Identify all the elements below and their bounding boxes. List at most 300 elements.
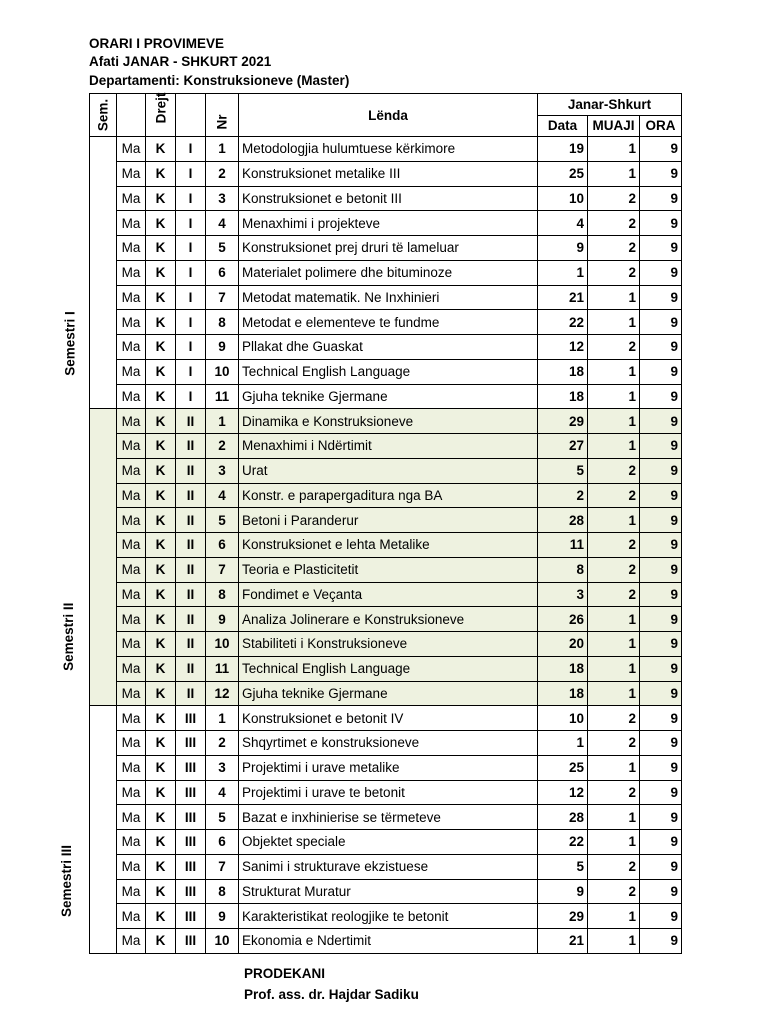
exam-month: 2 <box>588 211 640 236</box>
semester-code: III <box>176 755 206 780</box>
course-name: Konstruksionet e betonit IV <box>239 706 538 731</box>
program-code: Ma <box>117 236 146 261</box>
semester-code: I <box>176 359 206 384</box>
exam-day: 3 <box>538 582 588 607</box>
document-title: ORARI I PROVIMEVE <box>89 36 225 51</box>
header-sem: Sem. <box>90 94 117 137</box>
exam-hour: 9 <box>640 434 682 459</box>
program-code: Ma <box>117 830 146 855</box>
table-row <box>90 359 682 384</box>
exam-hour: 9 <box>640 533 682 558</box>
course-number: 9 <box>206 607 239 632</box>
header-blank <box>117 94 146 137</box>
program-code: Ma <box>117 409 146 434</box>
course-number: 1 <box>206 137 239 162</box>
header-ora: ORA <box>640 115 682 137</box>
exam-hour: 9 <box>640 582 682 607</box>
exam-hour: 9 <box>640 632 682 657</box>
course-number: 3 <box>206 458 239 483</box>
program-code: Ma <box>117 260 146 285</box>
semester-code: III <box>176 706 206 731</box>
table-row <box>90 335 682 360</box>
exam-month: 2 <box>588 260 640 285</box>
program-code: Ma <box>117 458 146 483</box>
semester-code: I <box>176 236 206 261</box>
table-row <box>90 137 682 162</box>
course-name: Gjuha teknike Gjermane <box>239 384 538 409</box>
exam-hour: 9 <box>640 211 682 236</box>
exam-month: 2 <box>588 236 640 261</box>
department-code: K <box>146 508 176 533</box>
table-row <box>90 607 682 632</box>
exam-month: 2 <box>588 780 640 805</box>
exam-day: 19 <box>538 137 588 162</box>
exam-month: 1 <box>588 384 640 409</box>
department-code: K <box>146 607 176 632</box>
course-name: Sanimi i strukturave ekzistuese <box>239 854 538 879</box>
course-name: Dinamika e Konstruksioneve <box>239 409 538 434</box>
course-number: 4 <box>206 780 239 805</box>
course-name: Karakteristikat reologjike te betonit <box>239 904 538 929</box>
semester-code: I <box>176 384 206 409</box>
table-row <box>90 508 682 533</box>
semester-code: II <box>176 409 206 434</box>
semester-code: I <box>176 285 206 310</box>
exam-hour: 9 <box>640 409 682 434</box>
exam-hour: 9 <box>640 830 682 855</box>
exam-month: 1 <box>588 409 640 434</box>
course-number: 10 <box>206 632 239 657</box>
exam-day: 25 <box>538 755 588 780</box>
exam-month: 2 <box>588 458 640 483</box>
program-code: Ma <box>117 805 146 830</box>
exam-day: 18 <box>538 384 588 409</box>
course-number: 5 <box>206 508 239 533</box>
exam-hour: 9 <box>640 805 682 830</box>
table-row <box>90 706 682 731</box>
semester-code: I <box>176 335 206 360</box>
program-code: Ma <box>117 434 146 459</box>
table-row <box>90 458 682 483</box>
course-number: 11 <box>206 384 239 409</box>
semester-code: III <box>176 854 206 879</box>
header-drejt: Drejt <box>146 94 176 137</box>
program-code: Ma <box>117 359 146 384</box>
department-code: K <box>146 904 176 929</box>
exam-hour: 9 <box>640 706 682 731</box>
department-code: K <box>146 236 176 261</box>
semester-code: I <box>176 260 206 285</box>
program-code: Ma <box>117 929 146 954</box>
course-name: Bazat e inxhinierise se tërmeteve <box>239 805 538 830</box>
exam-day: 18 <box>538 359 588 384</box>
exam-month: 2 <box>588 731 640 756</box>
exam-month: 1 <box>588 285 640 310</box>
table-row <box>90 310 682 335</box>
exam-hour: 9 <box>640 137 682 162</box>
exam-hour: 9 <box>640 285 682 310</box>
exam-day: 28 <box>538 805 588 830</box>
course-name: Gjuha teknike Gjermane <box>239 681 538 706</box>
exam-day: 4 <box>538 211 588 236</box>
table-row <box>90 211 682 236</box>
signatory-role: PRODEKANI <box>244 966 326 981</box>
exam-hour: 9 <box>640 755 682 780</box>
course-number: 7 <box>206 854 239 879</box>
course-number: 6 <box>206 260 239 285</box>
course-name: Strukturat Muratur <box>239 879 538 904</box>
course-name: Fondimet e Veçanta <box>239 582 538 607</box>
exam-hour: 9 <box>640 557 682 582</box>
exam-day: 22 <box>538 310 588 335</box>
department-code: K <box>146 731 176 756</box>
course-name: Projektimi i urave metalike <box>239 755 538 780</box>
department-code: K <box>146 929 176 954</box>
exam-month: 2 <box>588 533 640 558</box>
header-muaji: MUAJI <box>588 115 640 137</box>
semester-label: Semestri II <box>60 602 76 672</box>
department-code: K <box>146 780 176 805</box>
course-number: 2 <box>206 731 239 756</box>
exam-month: 2 <box>588 186 640 211</box>
department-code: K <box>146 533 176 558</box>
semester-label-cell <box>62 137 117 409</box>
exam-hour: 9 <box>640 236 682 261</box>
course-number: 5 <box>206 236 239 261</box>
course-name: Projektimi i urave te betonit <box>239 780 538 805</box>
header-janar-shkurt: Janar-Shkurt <box>538 94 682 116</box>
table-row <box>90 236 682 261</box>
course-number: 7 <box>206 285 239 310</box>
course-number: 12 <box>206 681 239 706</box>
semester-code: I <box>176 137 206 162</box>
exam-day: 10 <box>538 706 588 731</box>
course-number: 1 <box>206 706 239 731</box>
course-number: 9 <box>206 335 239 360</box>
exam-day: 18 <box>538 656 588 681</box>
exam-month: 1 <box>588 161 640 186</box>
table-row <box>90 260 682 285</box>
program-code: Ma <box>117 310 146 335</box>
exam-hour: 9 <box>640 780 682 805</box>
table-row <box>90 533 682 558</box>
table-row <box>90 830 682 855</box>
exam-month: 1 <box>588 359 640 384</box>
exam-day: 18 <box>538 681 588 706</box>
exam-day: 1 <box>538 731 588 756</box>
program-code: Ma <box>117 854 146 879</box>
course-name: Materialet polimere dhe bituminoze <box>239 260 538 285</box>
course-name: Objektet speciale <box>239 830 538 855</box>
table-row <box>90 656 682 681</box>
semester-label-cell <box>58 706 117 954</box>
course-name: Shqyrtimet e konstruksioneve <box>239 731 538 756</box>
department-code: K <box>146 681 176 706</box>
department-code: K <box>146 879 176 904</box>
exam-day: 21 <box>538 285 588 310</box>
exam-hour: 9 <box>640 384 682 409</box>
program-code: Ma <box>117 780 146 805</box>
semester-code: III <box>176 805 206 830</box>
exam-month: 1 <box>588 681 640 706</box>
exam-month: 1 <box>588 805 640 830</box>
semester-code: III <box>176 879 206 904</box>
exam-month: 1 <box>588 929 640 954</box>
department-code: K <box>146 384 176 409</box>
table-row <box>90 483 682 508</box>
program-code: Ma <box>117 211 146 236</box>
course-name: Konstr. e parapergaditura nga BA <box>239 483 538 508</box>
semester-label: Semestri I <box>62 311 78 376</box>
table-row <box>90 632 682 657</box>
department-code: K <box>146 483 176 508</box>
semester-label-cell <box>60 409 117 706</box>
program-code: Ma <box>117 186 146 211</box>
course-name: Betoni i Paranderur <box>239 508 538 533</box>
course-number: 3 <box>206 186 239 211</box>
department-code: K <box>146 260 176 285</box>
exam-day: 5 <box>538 458 588 483</box>
exam-day: 25 <box>538 161 588 186</box>
course-number: 2 <box>206 434 239 459</box>
course-number: 8 <box>206 879 239 904</box>
exam-hour: 9 <box>640 879 682 904</box>
department-code: K <box>146 335 176 360</box>
semester-code: II <box>176 458 206 483</box>
header-nr: Nr <box>206 94 239 137</box>
table-row <box>90 557 682 582</box>
program-code: Ma <box>117 632 146 657</box>
semester-code: II <box>176 582 206 607</box>
course-number: 3 <box>206 755 239 780</box>
exam-hour: 9 <box>640 335 682 360</box>
course-name: Metodat e elementeve te fundme <box>239 310 538 335</box>
program-code: Ma <box>117 706 146 731</box>
program-code: Ma <box>117 904 146 929</box>
exam-day: 9 <box>538 236 588 261</box>
table-row <box>90 161 682 186</box>
semester-code: II <box>176 681 206 706</box>
semester-code: III <box>176 830 206 855</box>
semester-code: II <box>176 533 206 558</box>
exam-hour: 9 <box>640 458 682 483</box>
exam-hour: 9 <box>640 260 682 285</box>
program-code: Ma <box>117 557 146 582</box>
table-row <box>90 780 682 805</box>
course-name: Technical English Language <box>239 656 538 681</box>
program-code: Ma <box>117 161 146 186</box>
program-code: Ma <box>117 533 146 558</box>
department-code: K <box>146 854 176 879</box>
exam-day: 12 <box>538 780 588 805</box>
exam-month: 1 <box>588 607 640 632</box>
exam-day: 27 <box>538 434 588 459</box>
exam-month: 2 <box>588 854 640 879</box>
department-code: K <box>146 137 176 162</box>
course-name: Technical English Language <box>239 359 538 384</box>
header-lenda: Lënda <box>239 94 538 137</box>
exam-hour: 9 <box>640 904 682 929</box>
course-name: Pllakat dhe Guaskat <box>239 335 538 360</box>
department-code: K <box>146 285 176 310</box>
exam-month: 2 <box>588 582 640 607</box>
department-code: K <box>146 211 176 236</box>
course-name: Stabiliteti i Konstruksioneve <box>239 632 538 657</box>
course-name: Konstruksionet metalike III <box>239 161 538 186</box>
exam-day: 10 <box>538 186 588 211</box>
program-code: Ma <box>117 681 146 706</box>
exam-month: 1 <box>588 830 640 855</box>
table-row <box>90 805 682 830</box>
course-number: 4 <box>206 211 239 236</box>
semester-code: III <box>176 929 206 954</box>
department-code: K <box>146 805 176 830</box>
header-blank-2 <box>176 94 206 137</box>
exam-month: 2 <box>588 706 640 731</box>
exam-day: 11 <box>538 533 588 558</box>
semester-code: II <box>176 434 206 459</box>
course-name: Konstruksionet prej druri të lameluar <box>239 236 538 261</box>
semester-code: III <box>176 780 206 805</box>
course-name: Konstruksionet e betonit III <box>239 186 538 211</box>
course-number: 10 <box>206 929 239 954</box>
course-number: 6 <box>206 533 239 558</box>
semester-code: II <box>176 607 206 632</box>
department-code: K <box>146 656 176 681</box>
department-code: K <box>146 161 176 186</box>
exam-month: 1 <box>588 508 640 533</box>
course-number: 8 <box>206 582 239 607</box>
semester-code: III <box>176 904 206 929</box>
department-code: K <box>146 458 176 483</box>
department-code: K <box>146 310 176 335</box>
semester-code: III <box>176 731 206 756</box>
course-name: Teoria e Plasticitetit <box>239 557 538 582</box>
exam-day: 28 <box>538 508 588 533</box>
semester-code: II <box>176 557 206 582</box>
exam-hour: 9 <box>640 186 682 211</box>
program-code: Ma <box>117 879 146 904</box>
exam-day: 29 <box>538 409 588 434</box>
semester-label: Semestri III <box>58 844 74 917</box>
exam-hour: 9 <box>640 656 682 681</box>
course-number: 11 <box>206 656 239 681</box>
exam-hour: 9 <box>640 681 682 706</box>
exam-day: 21 <box>538 929 588 954</box>
department-name: Departamenti: Konstruksioneve (Master) <box>89 73 350 88</box>
course-number: 10 <box>206 359 239 384</box>
semester-code: II <box>176 656 206 681</box>
semester-code: I <box>176 186 206 211</box>
exam-month: 1 <box>588 656 640 681</box>
table-row <box>90 285 682 310</box>
exam-day: 9 <box>538 879 588 904</box>
course-name: Menaxhimi i Ndërtimit <box>239 434 538 459</box>
exam-month: 2 <box>588 879 640 904</box>
signatory-name: Prof. ass. dr. Hajdar Sadiku <box>244 987 419 1002</box>
table-row <box>90 755 682 780</box>
table-row <box>90 681 682 706</box>
exam-hour: 9 <box>640 854 682 879</box>
department-code: K <box>146 359 176 384</box>
department-code: K <box>146 582 176 607</box>
exam-hour: 9 <box>640 359 682 384</box>
program-code: Ma <box>117 137 146 162</box>
exam-schedule-table <box>58 92 682 954</box>
table-row <box>90 434 682 459</box>
exam-month: 1 <box>588 310 640 335</box>
table-row <box>90 582 682 607</box>
program-code: Ma <box>117 607 146 632</box>
program-code: Ma <box>117 731 146 756</box>
exam-month: 2 <box>588 557 640 582</box>
course-number: 7 <box>206 557 239 582</box>
table-row <box>90 731 682 756</box>
exam-month: 1 <box>588 137 640 162</box>
exam-hour: 9 <box>640 483 682 508</box>
exam-day: 29 <box>538 904 588 929</box>
exam-day: 20 <box>538 632 588 657</box>
semester-code: I <box>176 161 206 186</box>
exam-month: 1 <box>588 904 640 929</box>
exam-day: 5 <box>538 854 588 879</box>
semester-code: II <box>176 508 206 533</box>
course-name: Metodologjia hulumtuese kërkimore <box>239 137 538 162</box>
department-code: K <box>146 706 176 731</box>
course-name: Konstruksionet e lehta Metalike <box>239 533 538 558</box>
exam-day: 12 <box>538 335 588 360</box>
table-row <box>90 929 682 954</box>
program-code: Ma <box>117 508 146 533</box>
course-name: Analiza Jolinerare e Konstruksioneve <box>239 607 538 632</box>
course-number: 5 <box>206 805 239 830</box>
program-code: Ma <box>117 335 146 360</box>
exam-hour: 9 <box>640 929 682 954</box>
program-code: Ma <box>117 285 146 310</box>
course-name: Ekonomia e Ndertimit <box>239 929 538 954</box>
table-row <box>90 854 682 879</box>
table-row <box>90 384 682 409</box>
semester-code: I <box>176 310 206 335</box>
course-number: 9 <box>206 904 239 929</box>
department-code: K <box>146 557 176 582</box>
course-name: Metodat matematik. Ne Inxhinieri <box>239 285 538 310</box>
table-row <box>90 904 682 929</box>
department-code: K <box>146 755 176 780</box>
semester-code: I <box>176 211 206 236</box>
semester-code: II <box>176 483 206 508</box>
exam-month: 1 <box>588 632 640 657</box>
exam-month: 1 <box>588 434 640 459</box>
exam-month: 1 <box>588 755 640 780</box>
exam-hour: 9 <box>640 731 682 756</box>
exam-day: 1 <box>538 260 588 285</box>
program-code: Ma <box>117 582 146 607</box>
exam-day: 8 <box>538 557 588 582</box>
table-row <box>90 409 682 434</box>
exam-day: 22 <box>538 830 588 855</box>
department-code: K <box>146 632 176 657</box>
course-number: 4 <box>206 483 239 508</box>
program-code: Ma <box>117 483 146 508</box>
header-data: Data <box>538 115 588 137</box>
department-code: K <box>146 409 176 434</box>
exam-hour: 9 <box>640 310 682 335</box>
exam-month: 2 <box>588 483 640 508</box>
course-number: 2 <box>206 161 239 186</box>
exam-day: 26 <box>538 607 588 632</box>
department-code: K <box>146 830 176 855</box>
